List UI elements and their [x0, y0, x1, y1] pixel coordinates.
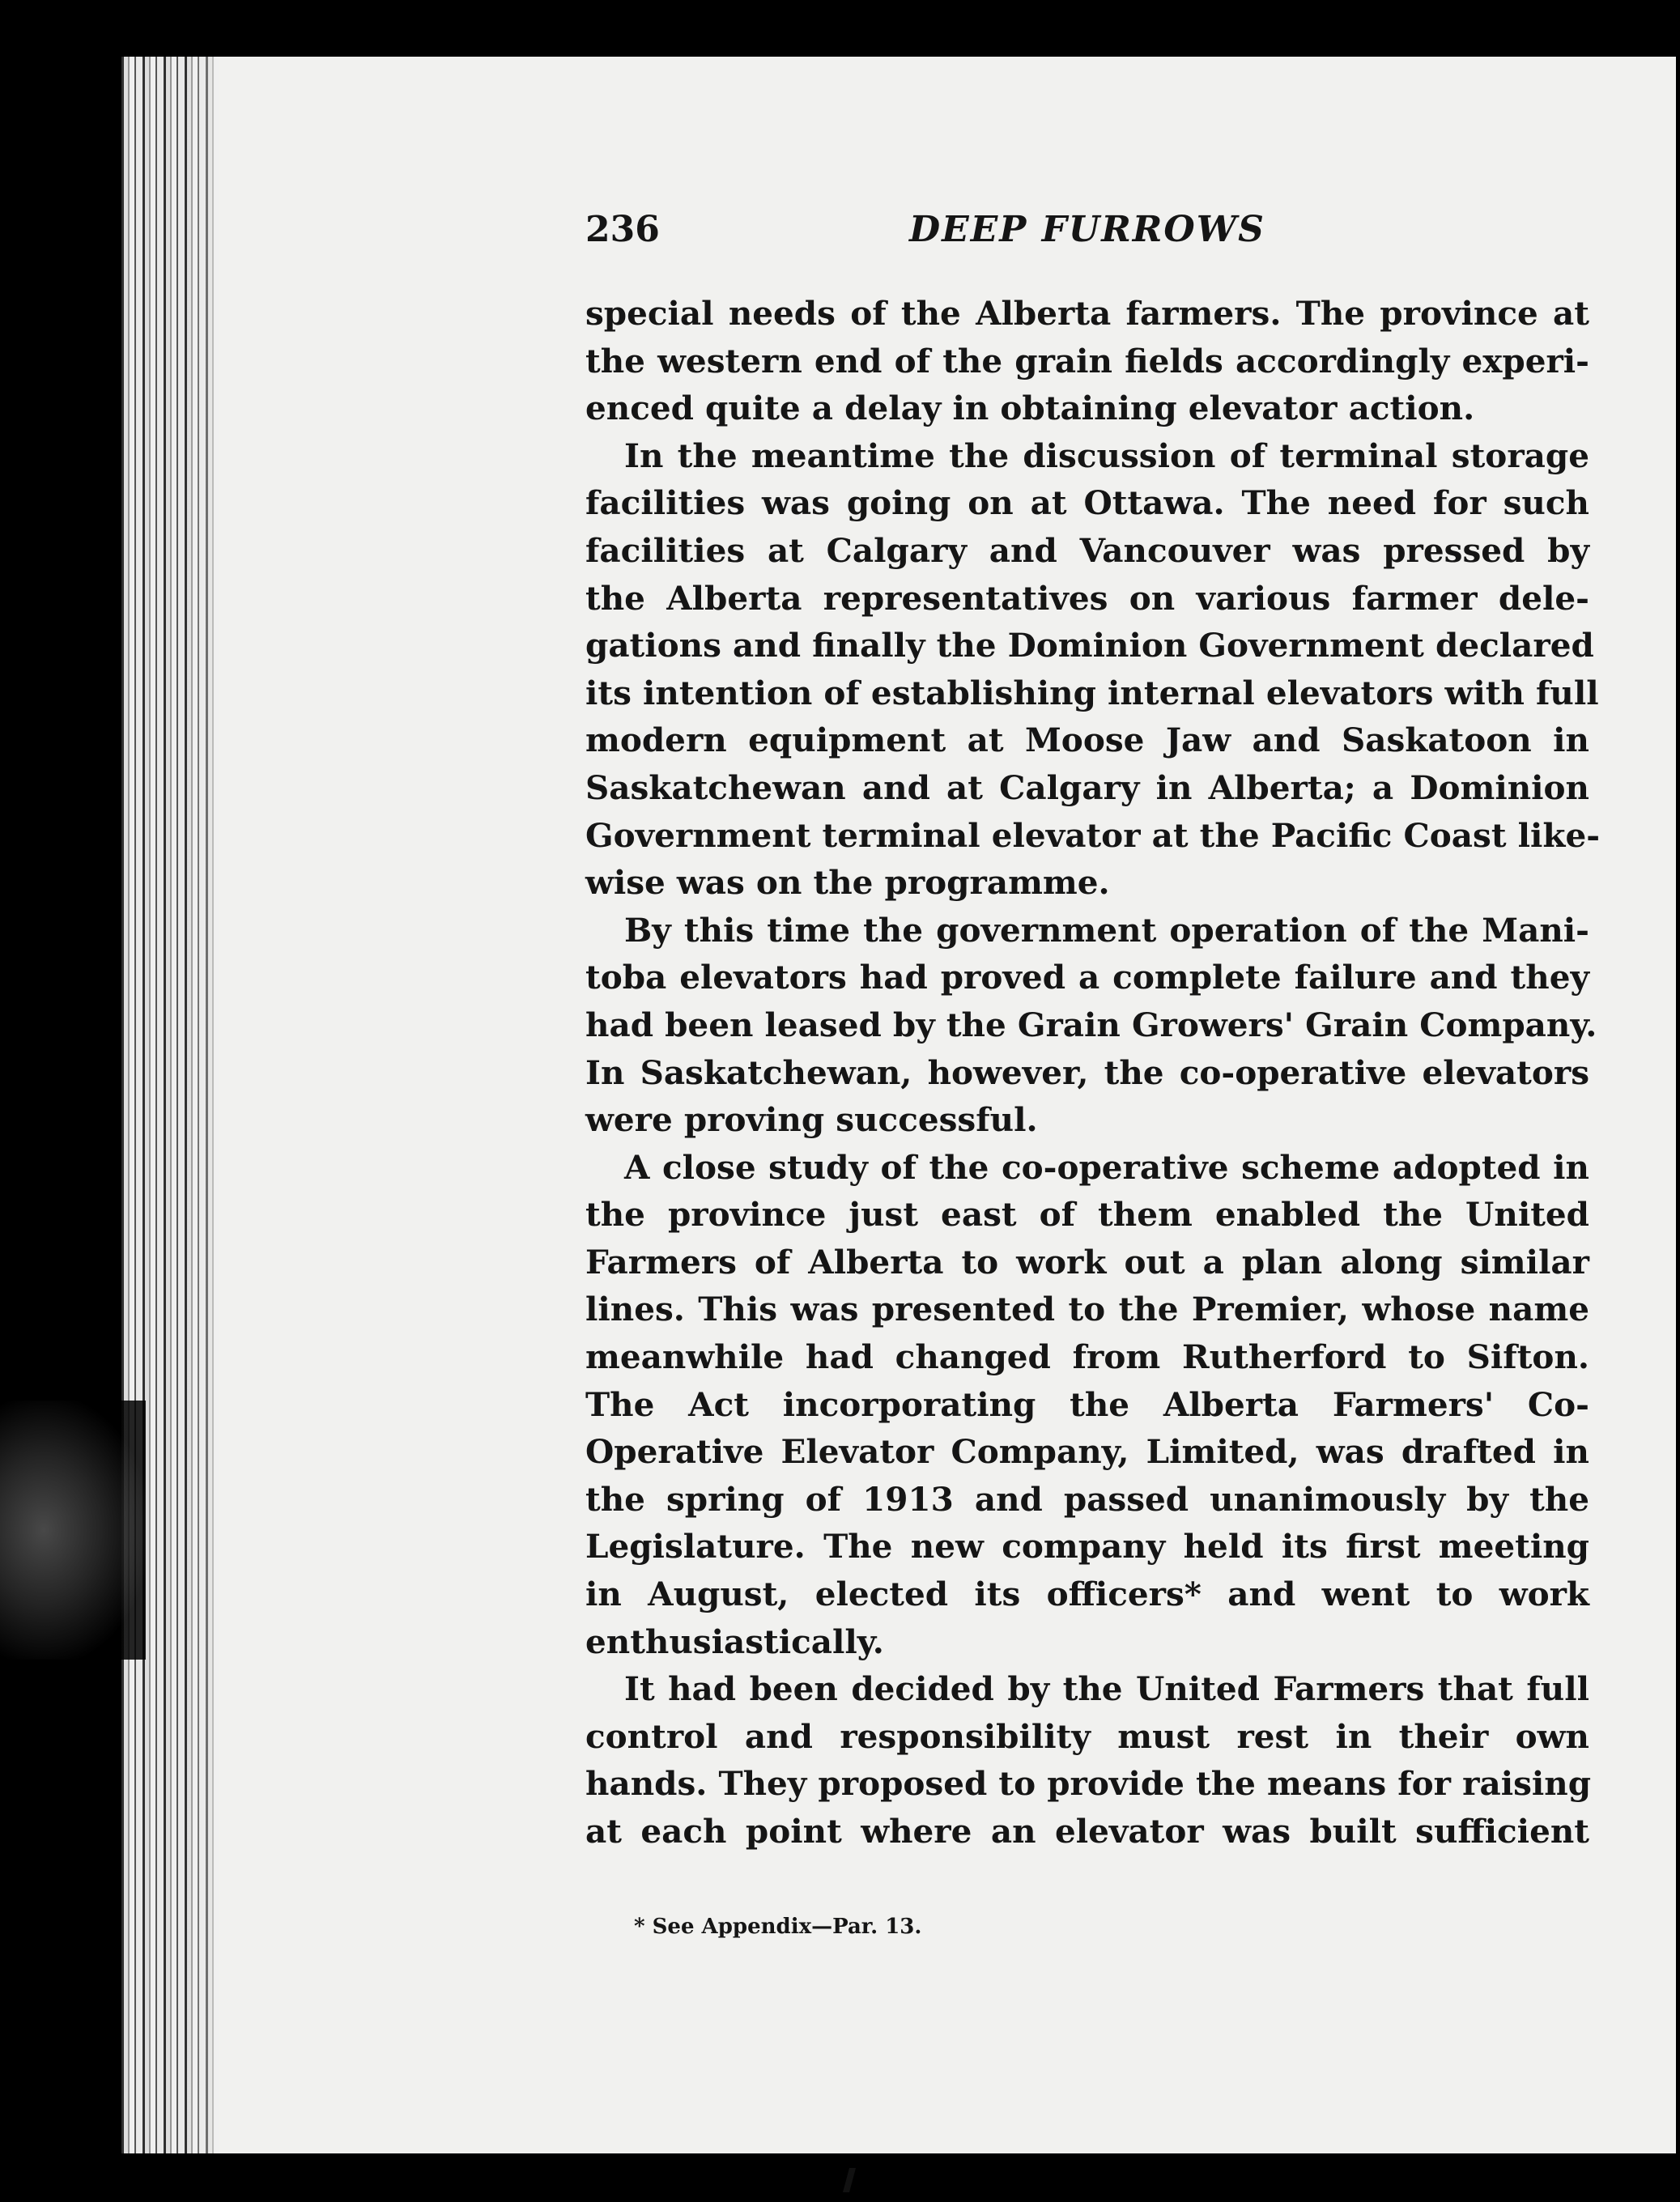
text-line: its intention of establishing internal elevators with full: [585, 673, 1599, 712]
text-line: meanwhile had changed from Rutherford to Sifton.: [585, 1337, 1589, 1377]
text-line: in August, elected its officers* and went to work: [585, 1575, 1589, 1614]
text-line: the province just east of them enabled the United: [585, 1195, 1589, 1235]
text-line: Farmers of Alberta to work out a plan along similar: [585, 1242, 1589, 1282]
scan-shadow: [0, 1401, 146, 1660]
text-line: The Act incorporating the Alberta Farmers' Co-: [585, 1384, 1589, 1424]
text-line: Government terminal elevator at the Pacific Coast like-: [585, 815, 1601, 855]
text-line: lines. This was presented to the Premier, whose name: [585, 1290, 1589, 1329]
text-block: [585, 209, 1601, 1856]
scan-artifact: [843, 2168, 856, 2192]
running-head: [585, 209, 1589, 257]
text-line: facilities at Calgary and Vancouver was pressed by: [585, 530, 1589, 570]
text-line: gations and finally the Dominion Government declared: [585, 626, 1594, 665]
text-line: the Alberta representatives on various farmer dele-: [585, 578, 1589, 618]
text-line: modern equipment at Moose Jaw and Saskatoon in: [585, 721, 1589, 760]
text-line: the spring of 1913 and passed unanimously by the: [585, 1479, 1589, 1519]
text-line: facilities was going on at Ottawa. The need for such: [585, 483, 1589, 523]
text-line: the western end of the grain fields accordingly experi-: [585, 341, 1589, 380]
body-text: [585, 290, 1601, 1856]
text-line: Legislature. The new company held its first meeting: [585, 1527, 1589, 1566]
page-edge-fade: [186, 57, 251, 2153]
text-line: Operative Elevator Company, Limited, was drafted in: [585, 1432, 1589, 1472]
text-line: toba elevators had proved a complete failure and they: [585, 958, 1589, 997]
text-line: By this time the government operation of the Mani-: [624, 910, 1589, 950]
text-line: were proving successful.: [585, 1100, 1038, 1140]
text-line: enced quite a delay in obtaining elevator action.: [585, 389, 1475, 428]
text-line: control and responsibility must rest in their own: [585, 1716, 1589, 1756]
text-line: had been leased by the Grain Growers' Grain Company.: [585, 1005, 1597, 1044]
text-line: enthusiastically.: [585, 1622, 884, 1661]
text-line: Saskatchewan and at Calgary in Alberta; a Dominion: [585, 767, 1589, 807]
text-line: at each point where an elevator was built sufficient: [585, 1812, 1589, 1851]
text-line: special needs of the Alberta farmers. The province at: [585, 294, 1589, 333]
text-line: wise was on the programme.: [585, 863, 1110, 903]
text-line: In the meantime the discussion of terminal storage: [624, 436, 1589, 475]
footnote: * See Appendix—Par. 13.: [634, 1915, 922, 1939]
text-line: It had been decided by the United Farmers that full: [624, 1669, 1589, 1709]
page-number: 236: [585, 209, 660, 250]
text-line: hands. They proposed to provide the means for raising: [585, 1764, 1592, 1804]
text-line: In Saskatchewan, however, the co-operative elevators: [585, 1052, 1589, 1092]
text-line: A close study of the co-operative scheme adopted in: [624, 1147, 1589, 1187]
running-title: DEEP FURROWS: [909, 209, 1265, 250]
